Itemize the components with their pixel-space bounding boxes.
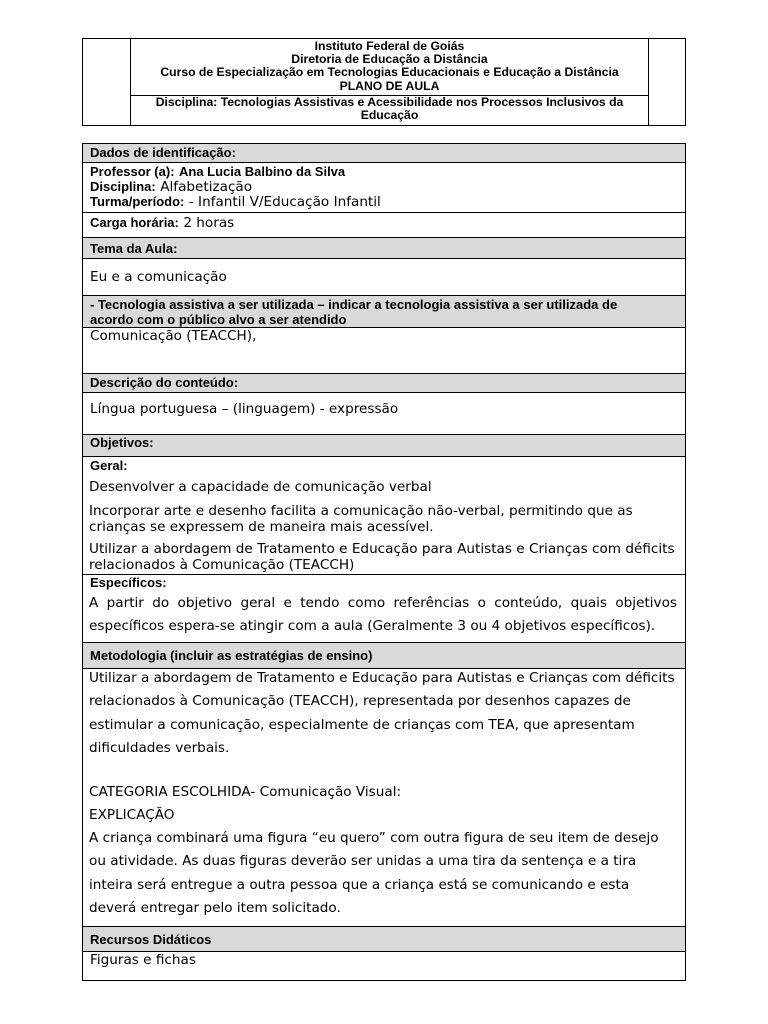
content-value: Língua portuguesa – (linguagem) - expressão (90, 401, 399, 417)
professor-value: Ana Lucia Balbino da Silva (178, 164, 346, 179)
course-name: Curso de Especialização em Tecnologias Educacionais e Educação a Distância (160, 65, 619, 80)
discipline-label: Disciplina: (90, 179, 156, 194)
general-objective-2: Incorporar arte e desenho facilita a comunicação não-verbal, permitindo que as crianças se expressem de maneira mais acessível. (89, 503, 633, 535)
objectives-header (83, 434, 685, 456)
plan-title: PLANO DE AULA (339, 78, 440, 93)
institution-name: Instituto Federal de Goiás (314, 39, 465, 53)
lesson-plan-table (82, 143, 686, 981)
objectives-general (83, 456, 685, 574)
methodology-paragraph-2: A criança combinará uma figura “eu quero” com outra figura de seu item de desejo ou atividade. As duas figuras deverão ser unidas a uma tira da sentença e a tira inteira será entregue a outra pessoa que a criança está se comunicando e esta deverá entregar pelo item solicitado. (89, 830, 659, 917)
theme-row (83, 258, 685, 295)
content-header (83, 373, 685, 392)
document-header (82, 38, 686, 126)
methodology-label: Metodologia (incluir as estratégias de ensino) (90, 648, 373, 663)
identification-details (83, 162, 685, 212)
specific-text: A partir do objetivo geral e tendo como referências o conteúdo, quais objetivos específicos espera-se atingir com a aula (Geralmente 3 ou 4 objetivos específicos). (89, 595, 677, 634)
methodology-explanation-label: EXPLICAÇÃO (89, 807, 175, 823)
general-label: Geral: (90, 458, 128, 473)
methodology-row (83, 668, 685, 926)
technology-header (83, 295, 685, 327)
header-right-cell (648, 39, 685, 125)
content-row (83, 392, 685, 434)
resources-header (83, 926, 685, 951)
objectives-specific (83, 574, 685, 642)
technology-value: Comunicação (TEACCH), (90, 328, 257, 344)
objectives-label: Objetivos: (90, 435, 154, 450)
class-value: - Infantil V/Educação Infantil (188, 194, 381, 210)
class-label: Turma/período: (90, 194, 185, 209)
workload-label: Carga horária: (90, 215, 179, 230)
resources-label: Recursos Didáticos (90, 932, 212, 947)
technology-row (83, 327, 685, 373)
methodology-header (83, 642, 685, 668)
resources-row (83, 951, 685, 980)
theme-value: Eu e a comunicação (90, 269, 227, 285)
identification-title: Dados de identificação: (90, 145, 236, 160)
workload-line (90, 214, 234, 232)
content-label: Descrição do conteúdo: (90, 375, 239, 390)
discipline-value: Alfabetização (160, 179, 253, 195)
methodology-paragraph-1: Utilizar a abordagem de Tratamento e Educação para Autistas e Crianças com déficits relacionados à Comunicação (TEACCH), representada por desenhos capazes de estimular a comunicação, especialmente de crianças com TEA, que apresentam dificuldades verbais. (89, 670, 675, 757)
resources-value: Figuras e fichas (90, 952, 196, 968)
general-objective-1: Desenvolver a capacidade de comunicação verbal (89, 479, 432, 495)
header-discipline-cell (131, 95, 648, 122)
methodology-category: CATEGORIA ESCOLHIDA- Comunicação Visual: (89, 784, 402, 800)
professor-label: Professor (a): (90, 164, 175, 179)
header-discipline-line2: Educação (360, 108, 419, 123)
header-discipline-line1: Disciplina: Tecnologias Assistivas e Acessibilidade nos Processos Inclusivos da (155, 95, 624, 109)
directorate-name: Diretoria de Educação a Distância (291, 52, 488, 67)
general-objective-3: Utilizar a abordagem de Tratamento e Educação para Autistas e Crianças com déficits relacionados à Comunicação (TEACCH) (89, 541, 675, 573)
workload-row (83, 212, 685, 237)
specific-label: Específicos: (90, 575, 167, 590)
identification-header (83, 144, 685, 162)
technology-label-line1: - Tecnologia assistiva a ser utilizada – indicar a tecnologia assistiva a ser utilizada de (90, 297, 618, 312)
technology-label-line2: acordo com o público alvo a ser atendido (90, 312, 347, 327)
theme-label: Tema da Aula: (90, 241, 178, 256)
header-left-cell (83, 39, 131, 125)
theme-header (83, 237, 685, 258)
header-title-cell (131, 39, 648, 125)
workload-value: 2 horas (183, 215, 235, 231)
class-line (90, 193, 381, 211)
